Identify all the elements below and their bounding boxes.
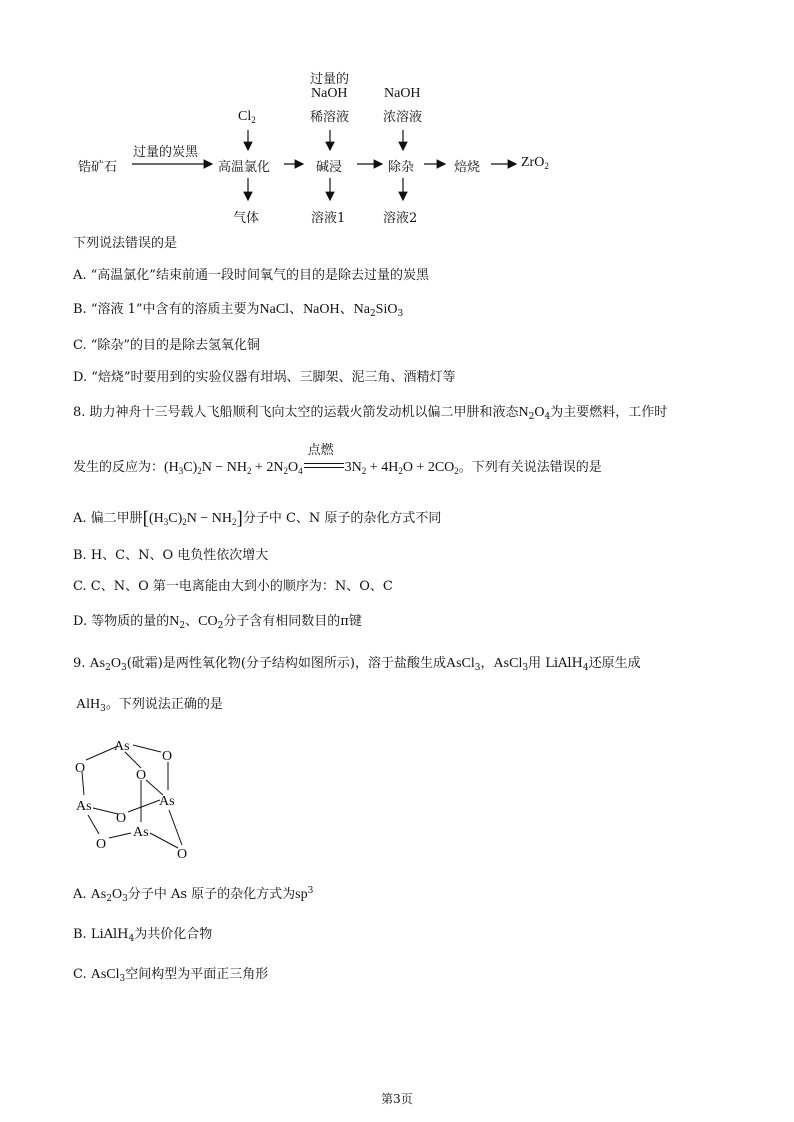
atom-o: O	[136, 768, 147, 783]
flow-step-roast: 焙烧	[454, 160, 481, 175]
q7-stem: 下列说法错误的是	[73, 236, 178, 251]
q8-equation-right: $3N_2 + 4H_2O + 2CO_2$	[344, 460, 459, 476]
flow-step-chlorination: 高温氯化	[218, 160, 271, 175]
q8-equation-arrow: 点燃	[304, 459, 344, 473]
q9-line1: 9. $As_2O_3$(砒霜)是两性氧化物(分子结构如图所示)，溶于盐酸生成AsCl$_3$，AsCl$_3$用 LiAlH$_4$还原生成	[73, 656, 641, 673]
q7-option-b: B. “溶液 1”中含有的溶质主要为NaCl、NaOH、$Na_2SiO_3$	[73, 302, 404, 319]
flow-ore: 锆矿石	[78, 160, 118, 175]
atom-o: O	[162, 749, 173, 764]
atom-as: As	[114, 739, 130, 754]
flow-gas: 气体	[233, 211, 260, 226]
q7-option-d: D. “焙烧”时要用到的实验仪器有坩埚、三脚架、泥三角、酒精灯等	[73, 370, 456, 385]
atom-as: As	[76, 799, 92, 814]
atom-o: O	[177, 847, 188, 862]
flow-naoh-conc-l1: NaOH	[384, 86, 421, 101]
q8-equation-left: $(H_3C)_2N - NH_2 + 2N_2O_4$	[164, 460, 303, 476]
flow-solution1: 溶液1	[311, 211, 346, 226]
flow-product: ZrO$_2$	[521, 155, 549, 171]
q9-option-a: A. $As_2O_3$分子中 As 原子的杂化方式为$sp^3$	[73, 886, 314, 904]
q9-option-b: B. LiAlH$_4$为共价化合物	[73, 927, 213, 944]
flow-step1-reagent: 过量的炭黑	[133, 145, 199, 160]
flow-solution2: 溶液2	[383, 211, 418, 226]
flow-cl2: $Cl_2$	[238, 109, 256, 125]
atom-o: O	[75, 761, 86, 776]
flow-naoh-dilute-l3: 稀溶液	[310, 110, 350, 125]
q8-line1: 8. 助力神舟十三号载人飞船顺利飞向太空的运载火箭发动机以偏二甲肼和液态$N_2O_4$为主要燃料，工作时	[73, 405, 668, 422]
q8-line2: 发生的反应为：$(H_3C)_2N - NH_2 + 2N_2O_4$ 点燃 $3N_2 + 4H_2O + 2CO_2$。下列有关说法错误的是	[73, 443, 602, 476]
page-footer: 第3页	[381, 1092, 413, 1106]
flow-step-alkali-leach: 碱浸	[316, 160, 343, 175]
q8-option-c: C. C、N、O 第一电离能由大到小的顺序为：N、O、C	[73, 579, 393, 594]
q7-option-c: C. “除杂”的目的是除去氢氧化铜	[73, 338, 261, 353]
flow-naoh-dilute-l1: 过量的	[310, 72, 350, 87]
q9-option-c: C. AsCl$_3$空间构型为平面正三角形	[73, 967, 269, 984]
atom-as: As	[133, 825, 149, 840]
q8-option-b: B. H、C、N、O 电负性依次增大	[73, 548, 269, 563]
atom-as: As	[159, 794, 175, 809]
q9-line2: AlH$_3$。下列说法正确的是	[76, 697, 223, 714]
flow-step-purify: 除杂	[388, 160, 415, 175]
flow-naoh-conc-l2: 浓溶液	[383, 110, 423, 125]
q7-option-a: A. “高温氯化”结束前通一段时间氧气的目的是除去过量的炭黑	[73, 268, 429, 283]
q8-option-d: D. 等物质的量的$N_2$、$CO_2$分子含有相同数目的π键	[73, 614, 362, 631]
q8-option-a: A. 偏二甲肼$[(H_3C)_2N - NH_2]$分子中 C、N 原子的杂化方式不同	[73, 508, 442, 529]
atom-o: O	[96, 837, 107, 852]
flow-naoh-dilute-l2: NaOH	[311, 86, 348, 101]
atom-o: O	[116, 811, 127, 826]
